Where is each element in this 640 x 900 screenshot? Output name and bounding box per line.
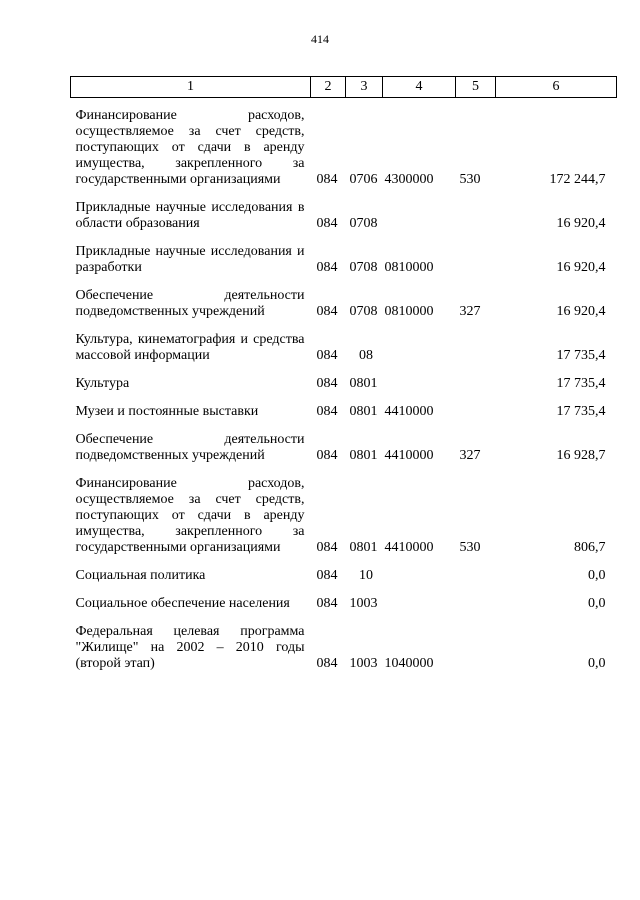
row-section-code: 0706 bbox=[349, 172, 378, 187]
row-expense-code: 327 bbox=[459, 448, 481, 463]
header-col-2: 2 bbox=[311, 77, 346, 98]
row-expense-code: 327 bbox=[459, 304, 481, 319]
row-ministry-code: 084 bbox=[316, 260, 338, 275]
table-row bbox=[71, 232, 617, 276]
row-target-code bbox=[383, 364, 456, 392]
row-ministry-code: 084 bbox=[316, 656, 338, 671]
table-row bbox=[71, 556, 617, 584]
row-ministry-code: 084 bbox=[316, 596, 338, 611]
row-amount: 17 735,4 bbox=[556, 348, 606, 363]
row-target-code: 0810000 bbox=[384, 260, 434, 275]
row-amount: 0,0 bbox=[588, 656, 606, 671]
row-target-code bbox=[383, 320, 456, 364]
row-name: Обеспечение деятельности подведомственных учреждений bbox=[75, 288, 305, 319]
row-section-code: 0801 bbox=[349, 404, 378, 419]
page-number: 414 bbox=[311, 32, 329, 46]
row-ministry-code: 084 bbox=[316, 540, 338, 555]
table-row bbox=[71, 98, 617, 189]
table-row bbox=[71, 276, 617, 320]
table-row bbox=[71, 392, 617, 420]
row-name: Финансирование расходов, осуществляемое за счет средств, поступающих от сдачи в аренду имущества, закрепленного за государственными организациями bbox=[75, 108, 305, 187]
row-name: Федеральная целевая программа "Жилище" на 2002 – 2010 годы (второй этап) bbox=[75, 624, 305, 671]
row-target-code: 4410000 bbox=[384, 404, 434, 419]
row-name: Культура, кинематография и средства массовой информации bbox=[75, 332, 305, 363]
table-row bbox=[71, 188, 617, 232]
row-name: Социальная политика bbox=[75, 568, 206, 583]
row-expense-code: 530 bbox=[459, 540, 481, 555]
row-expense-code bbox=[456, 232, 496, 276]
row-target-code: 4410000 bbox=[384, 448, 434, 463]
row-name: Обеспечение деятельности подведомственных учреждений bbox=[75, 432, 305, 463]
row-expense-code bbox=[456, 320, 496, 364]
row-section-code: 1003 bbox=[349, 596, 378, 611]
row-amount: 16 920,4 bbox=[556, 260, 606, 275]
table-row bbox=[71, 584, 617, 612]
header-col-6: 6 bbox=[496, 77, 617, 98]
row-target-code: 4300000 bbox=[384, 172, 434, 187]
header-row bbox=[71, 77, 617, 98]
row-ministry-code: 084 bbox=[316, 568, 338, 583]
row-section-code: 1003 bbox=[349, 656, 378, 671]
row-section-code: 0708 bbox=[349, 304, 378, 319]
row-amount: 17 735,4 bbox=[556, 404, 606, 419]
header-col-5: 5 bbox=[456, 77, 496, 98]
row-target-code: 4410000 bbox=[384, 540, 434, 555]
row-amount: 0,0 bbox=[588, 596, 606, 611]
row-target-code bbox=[383, 556, 456, 584]
row-ministry-code: 084 bbox=[316, 216, 338, 231]
row-expense-code bbox=[456, 188, 496, 232]
row-amount: 16 920,4 bbox=[556, 216, 606, 231]
row-expense-code bbox=[456, 612, 496, 672]
table-row bbox=[71, 320, 617, 364]
row-name: Прикладные научные исследования в области образования bbox=[75, 200, 305, 231]
row-section-code: 0708 bbox=[349, 216, 378, 231]
row-expense-code bbox=[456, 392, 496, 420]
row-name: Социальное обеспечение населения bbox=[75, 596, 290, 611]
row-name: Финансирование расходов, осуществляемое за счет средств, поступающих от сдачи в аренду имущества, закрепленного за государственными организациями bbox=[75, 476, 305, 555]
header-col-1: 1 bbox=[71, 77, 311, 98]
header-col-4: 4 bbox=[383, 77, 456, 98]
table-row bbox=[71, 464, 617, 556]
row-amount: 172 244,7 bbox=[549, 172, 606, 187]
row-section-code: 08 bbox=[359, 348, 373, 363]
row-name: Культура bbox=[75, 376, 130, 391]
row-amount: 806,7 bbox=[574, 540, 606, 555]
table-row bbox=[71, 364, 617, 392]
row-amount: 16 928,7 bbox=[556, 448, 606, 463]
row-expense-code: 530 bbox=[459, 172, 481, 187]
row-target-code bbox=[383, 188, 456, 232]
row-ministry-code: 084 bbox=[316, 376, 338, 391]
row-amount: 17 735,4 bbox=[556, 376, 606, 391]
row-name: Музеи и постоянные выставки bbox=[75, 404, 259, 419]
row-ministry-code: 084 bbox=[316, 348, 338, 363]
row-target-code bbox=[383, 584, 456, 612]
table-row bbox=[71, 420, 617, 464]
budget-table bbox=[70, 76, 617, 672]
table-row bbox=[71, 612, 617, 672]
row-ministry-code: 084 bbox=[316, 304, 338, 319]
row-amount: 0,0 bbox=[588, 568, 606, 583]
row-ministry-code: 084 bbox=[316, 172, 338, 187]
row-target-code: 0810000 bbox=[384, 304, 434, 319]
row-expense-code bbox=[456, 556, 496, 584]
header-col-3: 3 bbox=[346, 77, 383, 98]
row-section-code: 0801 bbox=[349, 448, 378, 463]
row-expense-code bbox=[456, 584, 496, 612]
row-section-code: 0801 bbox=[349, 540, 378, 555]
row-target-code: 1040000 bbox=[384, 656, 434, 671]
row-section-code: 0708 bbox=[349, 260, 378, 275]
row-ministry-code: 084 bbox=[316, 404, 338, 419]
row-section-code: 0801 bbox=[349, 376, 378, 391]
row-expense-code bbox=[456, 364, 496, 392]
row-name: Прикладные научные исследования и разработки bbox=[75, 244, 305, 275]
row-amount: 16 920,4 bbox=[556, 304, 606, 319]
row-ministry-code: 084 bbox=[316, 448, 338, 463]
row-section-code: 10 bbox=[359, 568, 373, 583]
